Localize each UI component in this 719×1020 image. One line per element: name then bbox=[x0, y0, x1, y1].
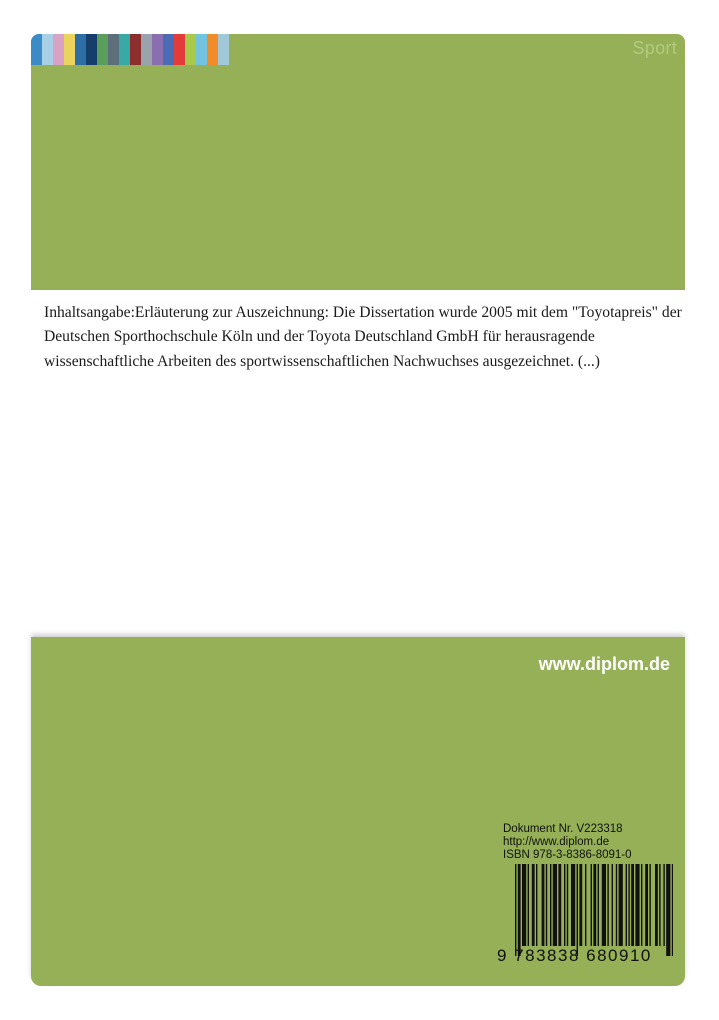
barcode-bar bbox=[598, 864, 599, 946]
barcode-bar bbox=[522, 864, 526, 946]
barcode-bar bbox=[649, 864, 650, 946]
barcode-bar bbox=[542, 864, 545, 946]
barcode-bar bbox=[616, 864, 617, 946]
barcode-bar bbox=[672, 864, 673, 956]
strip-segment bbox=[163, 34, 174, 65]
abstract-text: Inhaltsangabe:Erläuterung zur Auszeichnung: Die Dissertation wurde 2005 mit dem "Toyotapreis" der Deutschen Sporthochschule Köln und der Toyota Deutschland GmbH für herausragende wissenschaftliche Arbeiten des sportwissenschaftlichen Nachwuchses ausgezeichnet. (...) bbox=[44, 304, 682, 370]
barcode-bar bbox=[591, 864, 592, 946]
barcode-bar bbox=[571, 864, 575, 946]
barcode-bar bbox=[666, 864, 670, 956]
color-strip bbox=[31, 34, 229, 65]
barcode-bar bbox=[546, 864, 547, 946]
barcode-bar bbox=[579, 864, 582, 946]
strip-segment bbox=[108, 34, 119, 65]
barcode-bar bbox=[655, 864, 658, 946]
barcode-bar bbox=[641, 864, 642, 946]
barcode-bar bbox=[532, 864, 535, 946]
barcode-bar bbox=[550, 864, 551, 946]
cover-top-panel bbox=[31, 34, 685, 290]
publisher-website[interactable]: www.diplom.de bbox=[538, 654, 670, 674]
barcode-bar bbox=[619, 864, 623, 946]
strip-segment bbox=[31, 34, 42, 65]
document-number: Dokument Nr. V223318 bbox=[503, 823, 623, 835]
document-info bbox=[503, 823, 632, 862]
barcode-bar bbox=[593, 864, 596, 946]
isbn: ISBN 978-3-8386-8091-0 bbox=[503, 849, 632, 861]
barcode-bar bbox=[645, 864, 648, 946]
barcode-bar bbox=[663, 864, 664, 946]
barcode-bar bbox=[607, 864, 608, 946]
barcode bbox=[515, 864, 673, 956]
strip-segment bbox=[64, 34, 75, 65]
strip-segment bbox=[185, 34, 196, 65]
barcode-bar bbox=[567, 864, 568, 946]
barcode-bar bbox=[518, 864, 521, 956]
strip-segment bbox=[86, 34, 97, 65]
barcode-bar bbox=[553, 864, 557, 946]
strip-segment bbox=[53, 34, 64, 65]
barcode-bar bbox=[626, 864, 627, 946]
strip-segment bbox=[141, 34, 152, 65]
strip-segment bbox=[174, 34, 185, 65]
barcode-bar bbox=[577, 864, 578, 956]
barcode-bar bbox=[564, 864, 565, 946]
barcode-bar bbox=[628, 864, 629, 946]
strip-segment bbox=[196, 34, 207, 65]
strip-segment bbox=[218, 34, 229, 65]
barcode-bar bbox=[528, 864, 529, 946]
category-label: Sport bbox=[632, 38, 677, 58]
strip-segment bbox=[207, 34, 218, 65]
barcode-bar bbox=[536, 864, 537, 946]
barcode-bar bbox=[515, 864, 516, 956]
barcode-bar bbox=[612, 864, 613, 946]
barcode-bar bbox=[602, 864, 606, 946]
barcode-bar bbox=[659, 864, 660, 946]
strip-segment bbox=[152, 34, 163, 65]
cover-bottom-panel bbox=[31, 637, 685, 986]
barcode-digits: 9 783838 680910 bbox=[497, 946, 652, 965]
barcode-bar bbox=[635, 864, 639, 946]
strip-segment bbox=[75, 34, 86, 65]
strip-segment bbox=[97, 34, 108, 65]
barcode-bar bbox=[558, 864, 561, 946]
strip-segment bbox=[130, 34, 141, 65]
strip-segment bbox=[42, 34, 53, 65]
barcode-bar bbox=[585, 864, 586, 946]
barcode-bar bbox=[631, 864, 634, 946]
strip-segment bbox=[119, 34, 130, 65]
document-url[interactable]: http://www.diplom.de bbox=[503, 836, 610, 848]
